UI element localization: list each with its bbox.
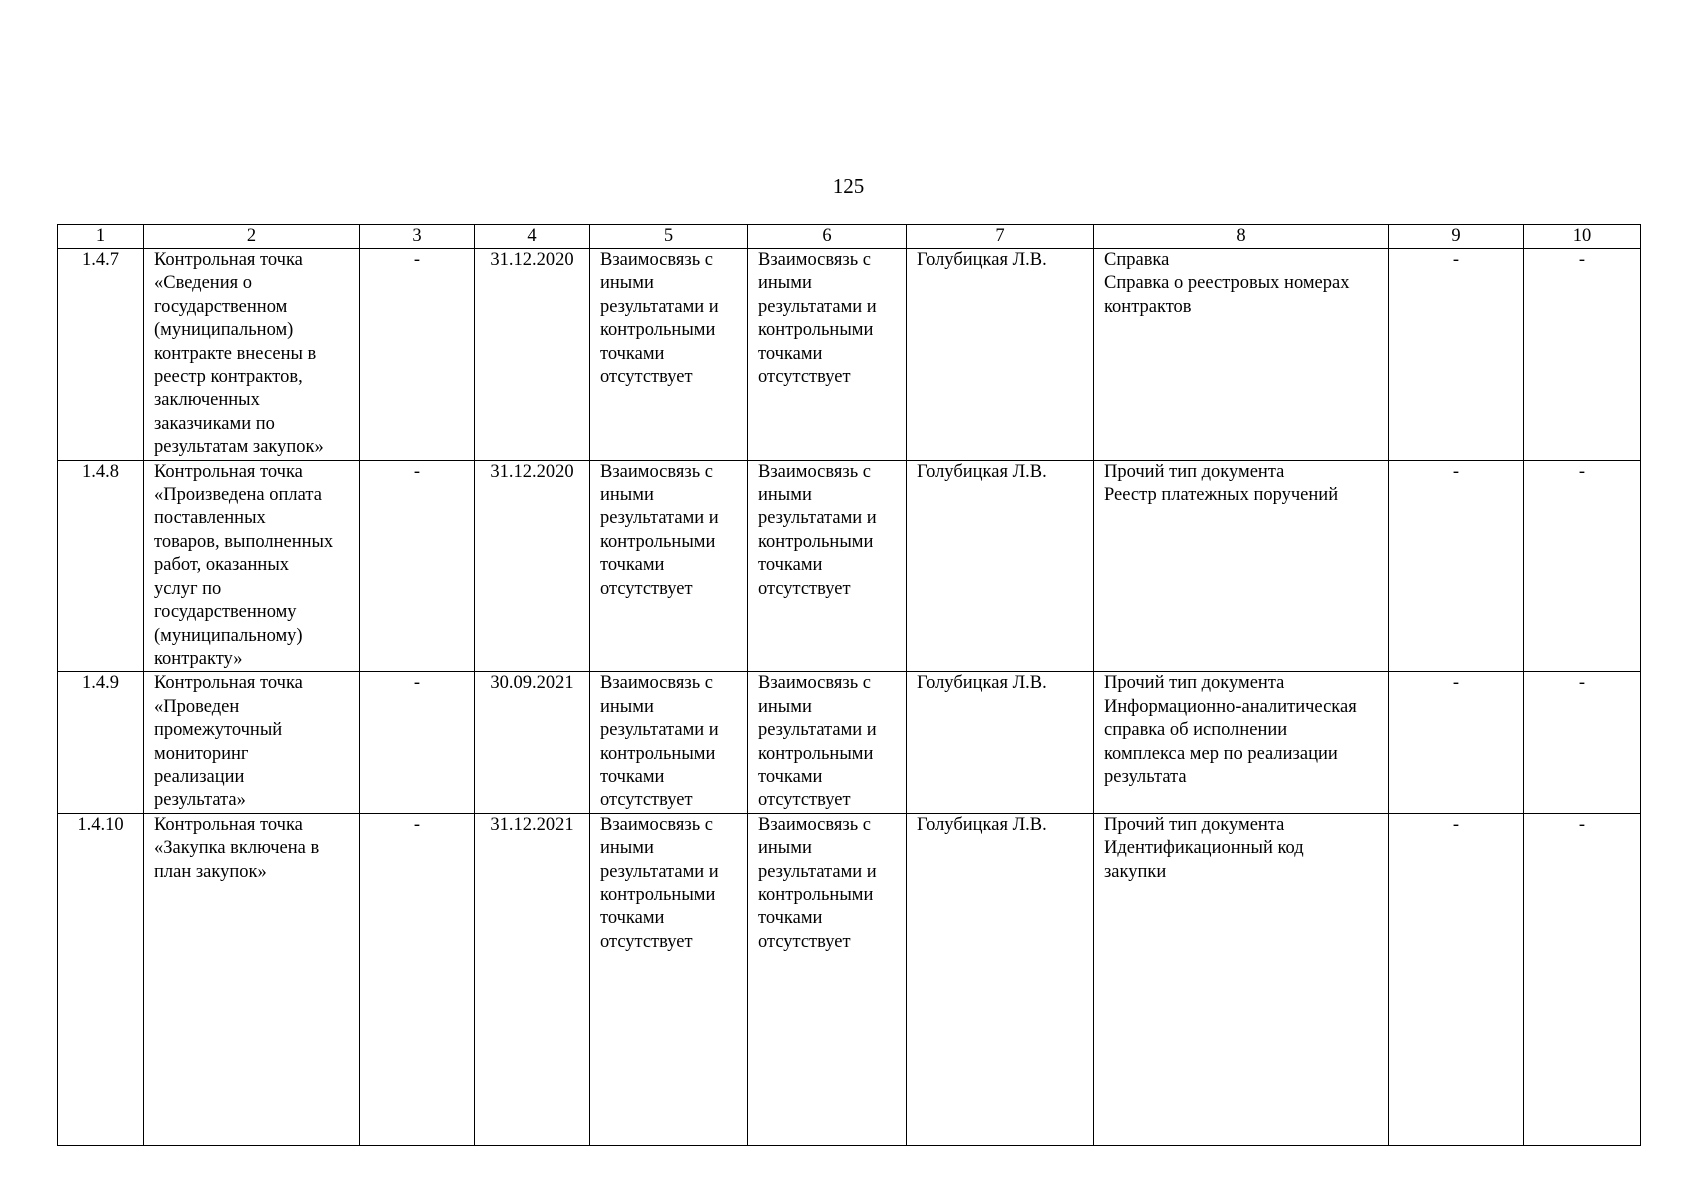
confirming-document: Прочий тип документа Идентификационный код закупки	[1094, 813, 1389, 1145]
relationship-previous: Взаимосвязь с иными результатами и контрольными точками отсутствует	[590, 672, 748, 813]
column-9-value: -	[1389, 460, 1524, 672]
column-3-value: -	[360, 249, 475, 461]
column-number-header: 8	[1094, 225, 1389, 249]
column-10-value: -	[1524, 672, 1641, 813]
column-10-value: -	[1524, 460, 1641, 672]
control-point-name: Контрольная точка «Проведен промежуточный мониторинг реализации результата»	[144, 672, 360, 813]
responsible-person: Голубицкая Л.В.	[907, 813, 1094, 1145]
responsible-person: Голубицкая Л.В.	[907, 672, 1094, 813]
control-point-name: Контрольная точка «Закупка включена в план закупок»	[144, 813, 360, 1145]
due-date: 31.12.2020	[475, 460, 590, 672]
column-number-header: 2	[144, 225, 360, 249]
column-9-value: -	[1389, 813, 1524, 1145]
column-10-value: -	[1524, 249, 1641, 461]
column-number-header: 7	[907, 225, 1094, 249]
row-number: 1.4.8	[58, 460, 144, 672]
responsible-person: Голубицкая Л.В.	[907, 249, 1094, 461]
relationship-next: Взаимосвязь с иными результатами и контрольными точками отсутствует	[748, 813, 907, 1145]
column-number-header: 6	[748, 225, 907, 249]
responsible-person: Голубицкая Л.В.	[907, 460, 1094, 672]
page-number: 125	[832, 174, 865, 198]
column-3-value: -	[360, 672, 475, 813]
column-10-value: -	[1524, 813, 1641, 1145]
table-row	[58, 249, 1641, 461]
confirming-document: Прочий тип документа Информационно-аналитическая справка об исполнении комплекса мер по реализации результата	[1094, 672, 1389, 813]
relationship-previous: Взаимосвязь с иными результатами и контрольными точками отсутствует	[590, 249, 748, 461]
due-date: 31.12.2020	[475, 249, 590, 461]
relationship-next: Взаимосвязь с иными результатами и контрольными точками отсутствует	[748, 460, 907, 672]
relationship-previous: Взаимосвязь с иными результатами и контрольными точками отсутствует	[590, 813, 748, 1145]
control-point-name: Контрольная точка «Произведена оплата поставленных товаров, выполненных работ, оказанных услуг по государственному (муниципальному) контракту»	[144, 460, 360, 672]
column-number-header: 5	[590, 225, 748, 249]
column-9-value: -	[1389, 249, 1524, 461]
column-9-value: -	[1389, 672, 1524, 813]
control-point-name: Контрольная точка «Сведения о государственном (муниципальном) контракте внесены в реестр контрактов, заключенных заказчиками по результатам закупок»	[144, 249, 360, 461]
confirming-document: Справка Справка о реестровых номерах контрактов	[1094, 249, 1389, 461]
due-date: 30.09.2021	[475, 672, 590, 813]
column-number-header: 10	[1524, 225, 1641, 249]
column-3-value: -	[360, 813, 475, 1145]
due-date: 31.12.2021	[475, 813, 590, 1145]
relationship-next: Взаимосвязь с иными результатами и контрольными точками отсутствует	[748, 249, 907, 461]
row-number: 1.4.7	[58, 249, 144, 461]
row-number: 1.4.10	[58, 813, 144, 1145]
column-number-header: 3	[360, 225, 475, 249]
column-3-value: -	[360, 460, 475, 672]
table-row	[58, 813, 1641, 1145]
row-number: 1.4.9	[58, 672, 144, 813]
column-number-header: 1	[58, 225, 144, 249]
table-row	[58, 672, 1641, 813]
column-number-header: 4	[475, 225, 590, 249]
table-row	[58, 460, 1641, 672]
column-number-header: 9	[1389, 225, 1524, 249]
confirming-document: Прочий тип документа Реестр платежных поручений	[1094, 460, 1389, 672]
column-number-header-row	[58, 225, 1641, 249]
control-points-table	[57, 224, 1641, 1146]
relationship-next: Взаимосвязь с иными результатами и контрольными точками отсутствует	[748, 672, 907, 813]
relationship-previous: Взаимосвязь с иными результатами и контрольными точками отсутствует	[590, 460, 748, 672]
